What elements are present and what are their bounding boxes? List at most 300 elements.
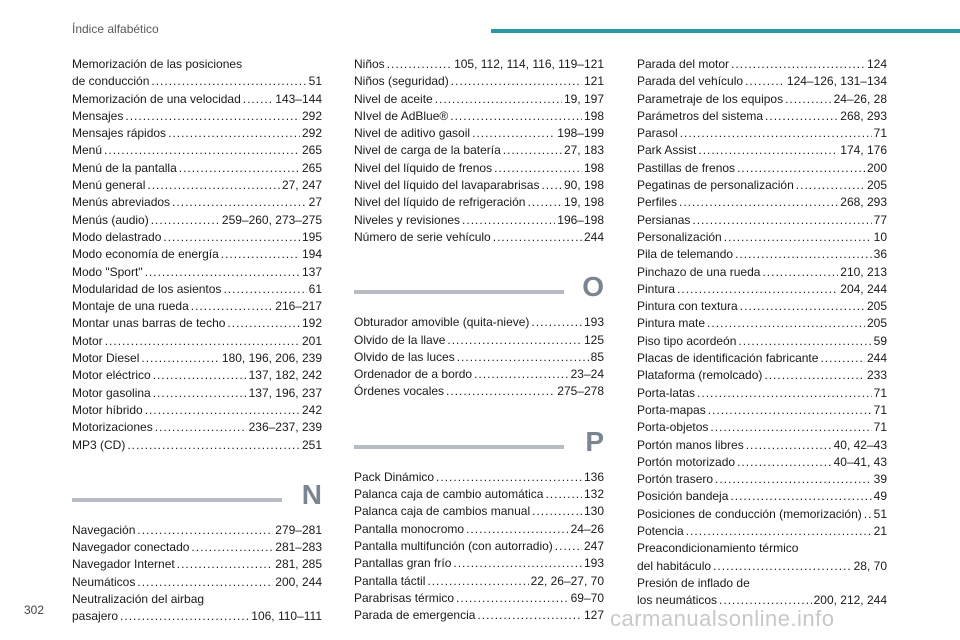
index-entry-row [354, 142, 604, 159]
dot-leader [545, 486, 582, 503]
dot-leader [243, 91, 274, 108]
dot-leader [427, 573, 528, 590]
index-entry [72, 229, 322, 246]
index-entry [72, 281, 322, 298]
dot-leader [104, 142, 300, 159]
index-entry-row [637, 125, 887, 142]
dot-leader [462, 212, 555, 229]
index-entry-pages: 143–144 [275, 91, 322, 106]
index-entry-pages: 242 [301, 402, 322, 417]
index-entry-term: Ordenador de a bordo [354, 367, 473, 382]
index-entry-pages: 36 [873, 247, 887, 262]
dot-leader [531, 314, 582, 331]
index-entry-term: Parada del vehículo [637, 74, 744, 89]
index-entry-row [72, 402, 322, 419]
section-letter: O [582, 271, 604, 303]
dot-leader [686, 523, 872, 540]
dot-leader [172, 194, 307, 211]
index-entry-row [637, 281, 887, 298]
index-entry [72, 574, 322, 591]
index-entry-row [72, 229, 322, 246]
index-entry-row [72, 194, 322, 211]
index-entry-row [354, 590, 604, 607]
index-entry-term: Navegador Internet [72, 557, 175, 572]
index-entry-term: Portón motorizado [637, 454, 736, 469]
index-entry-row [72, 212, 322, 229]
index-entry-row [637, 333, 887, 350]
dot-leader [153, 385, 247, 402]
dot-leader [191, 539, 273, 556]
index-entry-pages: 39 [873, 472, 887, 487]
index-entry [637, 108, 887, 125]
index-entry [354, 142, 604, 159]
index-entry-pages: 136 [583, 469, 604, 484]
index-entry-term: Perfiles [637, 195, 678, 210]
dot-leader [737, 160, 865, 177]
index-entry-pages: 216–217 [275, 299, 322, 314]
index-section-n [72, 470, 322, 626]
index-entry-term: Parametraje de los equipos [637, 91, 784, 106]
index-entry-row [637, 437, 887, 454]
index-entry-row [72, 522, 322, 539]
index-entry-term: Menú [72, 143, 103, 158]
index-entry-pages: 244 [866, 351, 887, 366]
index-entry-row [72, 125, 322, 142]
dot-leader [145, 402, 300, 419]
section-letter: N [301, 478, 322, 510]
index-entry-pages: 251 [301, 437, 322, 452]
index-entry-term: Posiciones de conducción (memorización) [637, 506, 862, 521]
index-entry-pages: 244 [583, 229, 604, 244]
dot-leader [436, 469, 582, 486]
index-entry-pages: 85 [590, 349, 604, 364]
index-entry-row [637, 91, 887, 108]
index-list [637, 56, 887, 610]
index-entry-heading: Preacondicionamiento térmico [637, 541, 799, 556]
index-entry-row [72, 91, 322, 108]
index-entry [72, 298, 322, 315]
index-entry-term: Parabrisas térmico [354, 590, 455, 605]
index-entry-pages: 130 [583, 504, 604, 519]
dot-leader [708, 402, 872, 419]
index-entry-term: Pantalla táctil [354, 573, 426, 588]
index-entry-pages: 259–260, 273–275 [221, 212, 322, 227]
index-entry [72, 264, 322, 281]
header-accent-bar [491, 29, 960, 33]
index-entry [637, 246, 887, 263]
index-entry-pages: 233 [866, 368, 887, 383]
index-entry-pages: 200, 244 [275, 574, 322, 589]
index-entry-row [637, 385, 887, 402]
index-entry-term: Motor eléctrico [72, 368, 151, 383]
index-entry-term: Niños [354, 57, 385, 71]
dot-leader [494, 160, 582, 177]
index-entry-pages: 105, 112, 114, 116, 119–121 [454, 57, 604, 71]
index-entry-row [354, 229, 604, 246]
index-entry-term: Mensajes [72, 108, 124, 123]
dot-leader [746, 437, 832, 454]
dot-leader [735, 246, 872, 263]
index-entry [637, 402, 887, 419]
index-entry-pages: 77 [873, 212, 887, 227]
index-entry-term: Modo "Sport" [72, 264, 143, 279]
index-entry-pages: 10 [873, 229, 887, 244]
index-entry [637, 177, 887, 194]
index-entry [72, 437, 322, 454]
index-entry-row [72, 264, 322, 281]
index-entry [637, 367, 887, 384]
dot-leader [177, 556, 274, 573]
dot-leader [191, 298, 274, 315]
dot-leader [456, 590, 569, 607]
dot-leader [740, 298, 865, 315]
dot-leader [472, 125, 555, 142]
index-entry-term: Motorizaciones [72, 420, 153, 435]
index-entry-pages: 27 [308, 195, 322, 210]
dot-leader [493, 229, 582, 246]
index-entry-pages: 61 [308, 281, 322, 296]
dot-leader [731, 56, 865, 73]
index-entry [637, 333, 887, 350]
index-entry-row [354, 212, 604, 229]
index-entry-row [72, 73, 322, 90]
index-entry-pages: 49 [873, 489, 887, 504]
index-entry-row [637, 402, 887, 419]
dot-leader [387, 56, 452, 73]
index-entry [354, 177, 604, 194]
index-entry-pages: 281–283 [275, 540, 322, 555]
index-entry-pages: 71 [873, 420, 887, 435]
index-entry [637, 540, 887, 575]
index-entry-term: Nivel de aceite [354, 91, 433, 106]
index-entry-row [354, 486, 604, 503]
dot-leader [168, 125, 300, 142]
dot-leader [435, 91, 562, 108]
index-entry-term: Pinchazo de una rueda [637, 264, 761, 279]
index-entry-row [354, 521, 604, 538]
dot-leader [864, 506, 872, 523]
index-entry [637, 160, 887, 177]
index-entry-term: Olvido de la llave [354, 332, 446, 347]
index-entry [354, 538, 604, 555]
index-entry [354, 91, 604, 108]
index-entry [354, 555, 604, 572]
dot-leader [697, 385, 872, 402]
dot-leader [221, 246, 300, 263]
index-entry-pages: 71 [873, 126, 887, 141]
index-entry-term: Porta-objetos [637, 420, 709, 435]
index-entry-row [637, 212, 887, 229]
index-entry-term: Parasol [637, 126, 678, 141]
dot-leader [698, 142, 838, 159]
index-entry-row [354, 125, 604, 142]
index-entry [354, 160, 604, 177]
index-entry-pages: 90, 198 [563, 178, 604, 193]
index-entry-pages: 124–126, 131–134 [786, 74, 887, 89]
section-header [354, 262, 604, 302]
index-entry [72, 350, 322, 367]
index-entry [72, 315, 322, 332]
index-entry [354, 314, 604, 331]
index-list [72, 522, 322, 626]
index-entry-row [72, 333, 322, 350]
index-entry-term: Modularidad de los asientos [72, 281, 222, 296]
dot-leader [151, 212, 220, 229]
index-entry [637, 506, 887, 523]
index-entry [637, 419, 887, 436]
index-entry-row [637, 246, 887, 263]
index-entry-term: Navegador conectado [72, 540, 190, 555]
index-entry-row [637, 56, 887, 73]
dot-leader [120, 608, 249, 625]
index-entry-pages: 19, 197 [563, 91, 604, 106]
index-entry-term: Persianas [637, 212, 691, 227]
index-entry-pages: 204, 244 [840, 281, 887, 296]
dot-leader [155, 419, 247, 436]
dot-leader [457, 349, 589, 366]
index-entry-row [637, 558, 887, 575]
index-column-2 [354, 56, 604, 624]
index-entry-pages: 247 [583, 538, 604, 553]
index-entry-term: Portón manos libres [637, 437, 744, 452]
index-entry-term: Pila de telemando [637, 247, 734, 262]
index-entry-row [637, 419, 887, 436]
index-entry-term: Palanca caja de cambio automática [354, 487, 544, 502]
dot-leader [737, 454, 832, 471]
index-entry-term: Memorización de una velocidad [72, 91, 241, 106]
index-entry-term: Motor [72, 333, 103, 348]
index-entry-row [354, 538, 604, 555]
index-entry-row [354, 573, 604, 590]
index-entry-row [354, 177, 604, 194]
index-entry-pages: 292 [301, 126, 322, 141]
dot-leader [745, 73, 785, 90]
index-entry-term: Navegación [72, 522, 136, 537]
index-entry [637, 73, 887, 90]
index-entry-term: Menús (audio) [72, 212, 149, 227]
dot-leader [764, 367, 865, 384]
dot-leader [446, 383, 555, 400]
index-entry [72, 56, 322, 91]
page-header-title: Índice alfabético [72, 22, 159, 36]
index-entry-row [354, 56, 604, 73]
index-entry-term: Menú general [72, 178, 146, 193]
index-entry-term: Pintura con textura [637, 299, 738, 314]
index-entry-term: Pintura [637, 281, 676, 296]
index-entry-term: Plataforma (remolcado) [637, 368, 763, 383]
dot-leader [451, 73, 582, 90]
index-entry-term: Porta-mapas [637, 402, 706, 417]
index-entry [637, 454, 887, 471]
index-entry-pages: 121 [583, 74, 604, 89]
index-entry-pages: 28, 70 [853, 558, 887, 573]
index-entry-term: del habitáculo [637, 558, 712, 573]
index-entry [637, 142, 887, 159]
index-entry-pages: 23–24 [570, 367, 604, 382]
dot-leader [724, 229, 872, 246]
index-entry-term: Pantalla monocromo [354, 521, 465, 536]
index-entry-term: Niños (seguridad) [354, 74, 449, 89]
index-entry-term: Modo economía de energía [72, 247, 219, 262]
dot-leader [785, 91, 832, 108]
dot-leader [503, 142, 562, 159]
index-entry-row [637, 142, 887, 159]
index-entry-row [72, 367, 322, 384]
index-entry-row [72, 298, 322, 315]
index-entry-pages: 196–198 [557, 212, 604, 227]
dot-leader [153, 367, 247, 384]
index-entry-pages: 198–199 [557, 126, 604, 141]
dot-leader [710, 419, 871, 436]
index-entry-pages: 200 [866, 160, 887, 175]
dot-leader [137, 522, 273, 539]
index-entry-term: Piso tipo acordeón [637, 333, 737, 348]
section-header [72, 470, 322, 510]
index-entry [354, 486, 604, 503]
dot-leader [796, 177, 865, 194]
index-entry [637, 437, 887, 454]
index-entry-pages: 137, 196, 237 [248, 385, 322, 400]
index-entry-term: Parada del motor [637, 57, 730, 71]
dot-leader [105, 333, 300, 350]
index-entry-term: Número de serie vehículo [354, 229, 491, 244]
dot-leader [227, 315, 300, 332]
index-entry-term: Pantalla multifunción (con autorradio) [354, 538, 553, 553]
index-entry-pages: 19, 198 [563, 195, 604, 210]
index-entry-pages: 268, 293 [840, 195, 887, 210]
index-entry-pages: 124 [866, 57, 887, 71]
index-entry [354, 212, 604, 229]
dot-leader [151, 73, 306, 90]
dot-leader [713, 558, 852, 575]
dot-leader [145, 264, 300, 281]
index-entry-row [354, 332, 604, 349]
index-entry-row [72, 160, 322, 177]
index-entry [354, 56, 604, 73]
index-entry-row [637, 523, 887, 540]
index-entry-term: Olvido de las luces [354, 349, 455, 364]
index-entry [637, 471, 887, 488]
index-entry-pages: 132 [583, 487, 604, 502]
index-entry-row [354, 503, 604, 520]
index-entry-term: Posición bandeja [637, 489, 729, 504]
index-entry [72, 556, 322, 573]
dot-leader [715, 471, 872, 488]
index-section-o [354, 262, 604, 400]
index-entry-pages: 180, 196, 206, 239 [221, 351, 322, 366]
section-header [354, 417, 604, 457]
index-entry-row [354, 607, 604, 624]
index-entry-row [637, 471, 887, 488]
dot-leader [762, 264, 838, 281]
index-entry-pages: 265 [301, 143, 322, 158]
index-entry [354, 590, 604, 607]
index-entry-pages: 205 [866, 178, 887, 193]
index-entry-row [72, 108, 322, 125]
index-entry-term: Pack Dinámico [354, 469, 435, 484]
dot-leader [555, 538, 582, 555]
index-entry [637, 264, 887, 281]
index-entry-row [354, 160, 604, 177]
section-letter: P [585, 425, 604, 457]
index-entry-term: Park Assist [637, 143, 697, 158]
index-entry-term: Parada de emergencia [354, 608, 476, 623]
index-entry [72, 194, 322, 211]
index-entry [637, 488, 887, 505]
index-entry [72, 212, 322, 229]
index-entry-pages: 51 [308, 74, 322, 89]
index-entry-row [72, 142, 322, 159]
index-entry [354, 521, 604, 538]
dot-leader [179, 160, 300, 177]
index-entry-term: Nivel de carga de la batería [354, 143, 501, 158]
index-entry-row [354, 349, 604, 366]
index-entry-pages: 236–237, 239 [248, 420, 322, 435]
index-entry-pages: 21 [873, 524, 887, 539]
index-list [72, 56, 322, 454]
index-entry-term: Pintura mate [637, 316, 706, 331]
dot-leader [541, 177, 562, 194]
index-entry-row [637, 229, 887, 246]
index-entry-term: Personalización [637, 229, 722, 244]
index-entry-term: NIvel de AdBlue® [354, 108, 449, 123]
dot-leader [147, 177, 280, 194]
index-entry-row [637, 488, 887, 505]
index-entry-heading: Presión de inflado de [637, 575, 750, 590]
index-section-p [354, 417, 604, 625]
index-entry-pages: 71 [873, 385, 887, 400]
index-entry-row [354, 108, 604, 125]
index-entry [72, 160, 322, 177]
index-entry-pages: 174, 176 [840, 143, 887, 158]
index-entry-term: Nivel del líquido de refrigeración [354, 195, 526, 210]
index-entry [354, 349, 604, 366]
index-entry-row [637, 160, 887, 177]
index-entry [637, 298, 887, 315]
index-entry-term: Porta-latas [637, 385, 696, 400]
index-list [354, 56, 604, 246]
index-entry-pages: 201 [301, 333, 322, 348]
index-entry [72, 108, 322, 125]
index-entry-row [637, 73, 887, 90]
index-entry-pages: 275–278 [557, 384, 604, 399]
index-entry-pages: 24–26 [570, 521, 604, 536]
index-entry-term: Niveles y revisiones [354, 212, 461, 227]
index-entry-pages: 265 [301, 160, 322, 175]
index-entry [354, 73, 604, 90]
index-entry-row [72, 608, 322, 625]
index-entry-heading: Memorización de las posiciones [72, 57, 243, 71]
index-entry-row [637, 264, 887, 281]
index-entry-term: Pastillas de frenos [637, 160, 736, 175]
index-entry-term: Motor Diesel [72, 351, 140, 366]
index-entry-row [637, 177, 887, 194]
index-entry [637, 575, 887, 610]
index-entry-pages: 192 [301, 316, 322, 331]
index-entry-row [72, 246, 322, 263]
dot-leader [223, 281, 306, 298]
index-entry-term: Menús abreviados [72, 195, 171, 210]
index-entry-term: Placas de identificación fabricante [637, 351, 819, 366]
index-entry-row [637, 454, 887, 471]
index-entry [637, 212, 887, 229]
index-entry [72, 246, 322, 263]
index-entry-term: Órdenes vocales [354, 384, 445, 399]
index-entry-row [637, 194, 887, 211]
index-entry-pages: 59 [873, 333, 887, 348]
index-entry-pages: 106, 110–111 [251, 609, 322, 624]
index-entry [354, 194, 604, 211]
